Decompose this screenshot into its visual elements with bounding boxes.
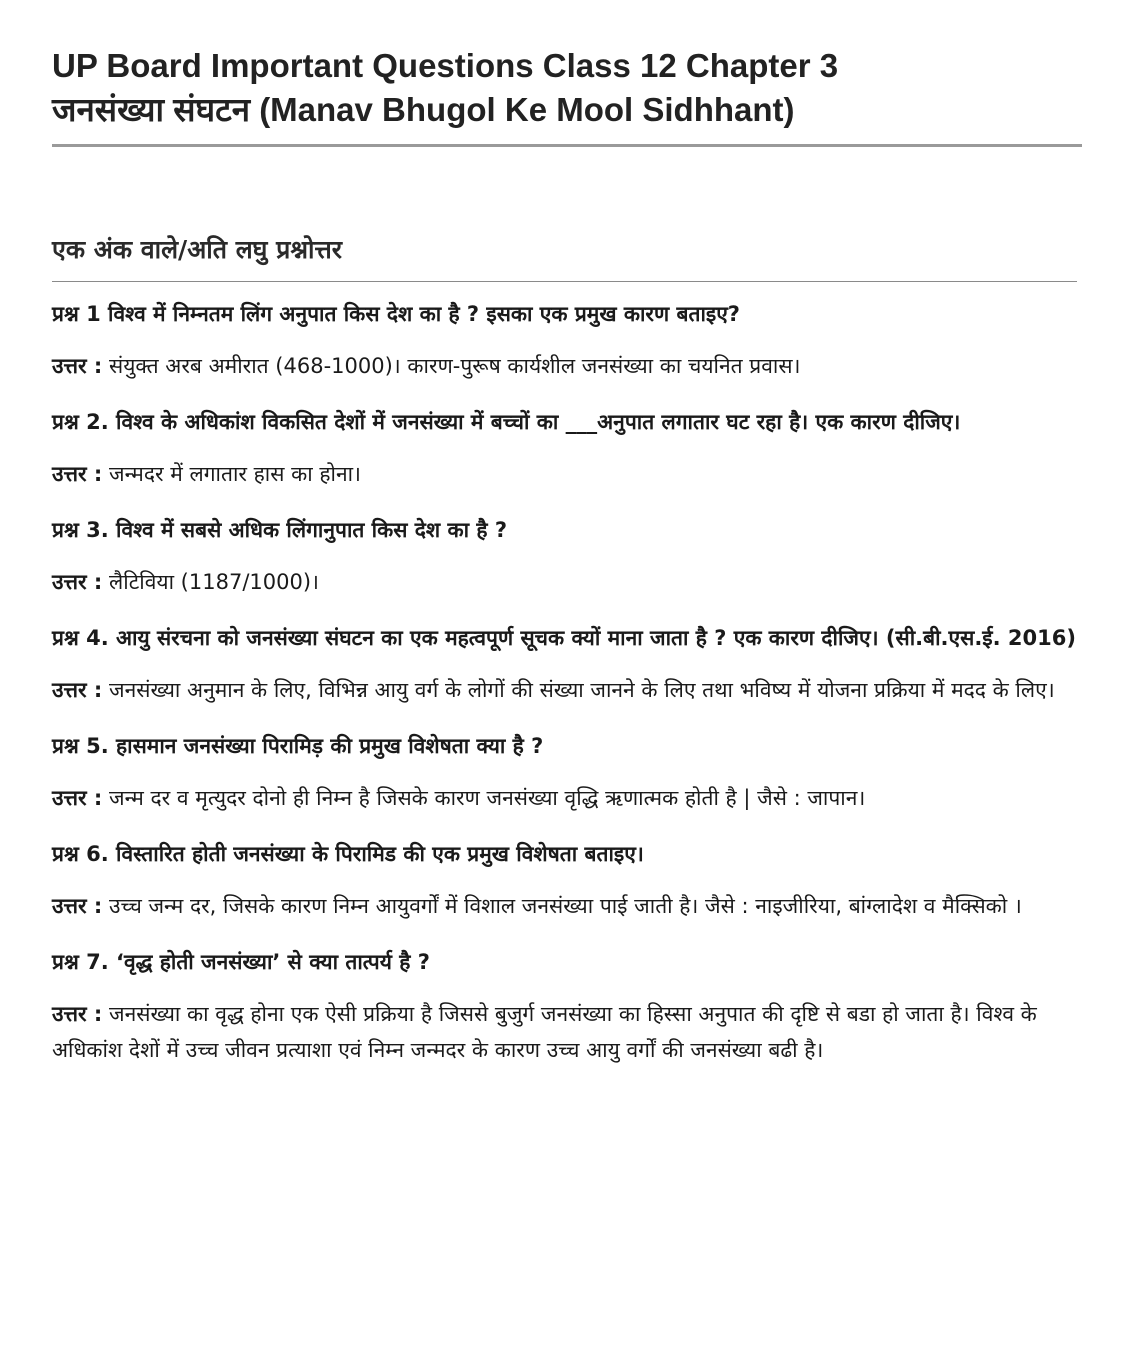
section-heading: एक अंक वाले/अति लघु प्रश्नोत्तर (52, 235, 343, 264)
answer-text (52, 672, 1082, 708)
title-divider (52, 144, 1082, 147)
answer-text (52, 348, 1082, 384)
question-text: प्रश्न 2. विश्व के अधिकांश विकसित देशों में जनसंख्या में बच्चों का ___अनुपात लगातार घट रहा है। एक कारण दीजिए। (52, 410, 961, 434)
answer-text (52, 780, 1082, 816)
question-text: प्रश्न 5. हासमान जनसंख्या पिरामिड़ की प्रमुख विशेषता क्या है ? (52, 734, 544, 758)
answer-label: उत्तर : (52, 570, 103, 594)
answer-body: जन्म दर व मृत्युदर दोनो ही निम्न है जिसके कारण जनसंख्या वृद्धि ऋणात्मक होती है | जैसे : जापान। (109, 786, 866, 810)
question-text: प्रश्न 4. आयु संरचना को जनसंख्या संघटन का एक महत्वपूर्ण सूचक क्यों माना जाता है ? एक कारण दीजिए। (सी.बी.एस.ई. 2016) (52, 626, 1076, 650)
answer-body: जन्मदर में लगातार हास का होना। (109, 462, 362, 486)
question-text: प्रश्न 3. विश्व में सबसे अधिक लिंगानुपात किस देश का है ? (52, 518, 508, 542)
qa-item (52, 404, 1082, 492)
title-line-2: जनसंख्या संघटन (Manav Bhugol Ke Mool Sidhhant) (52, 91, 795, 128)
qa-item (52, 296, 1082, 384)
answer-label: उत्तर : (52, 354, 103, 378)
answer-text (52, 564, 1082, 600)
answer-label: उत्तर : (52, 894, 103, 918)
answer-label: उत्तर : (52, 786, 103, 810)
page-title (52, 44, 1082, 132)
answer-text (52, 456, 1082, 492)
answer-text (52, 888, 1082, 924)
answer-body: लैटिविया (1187/1000)। (109, 570, 319, 594)
qa-item (52, 944, 1082, 1068)
answer-label: उत्तर : (52, 678, 103, 702)
qa-item (52, 620, 1082, 708)
title-line-1: UP Board Important Questions Class 12 Chapter 3 (52, 47, 839, 84)
document-page (52, 44, 1082, 1088)
answer-text (52, 996, 1082, 1068)
qa-item (52, 512, 1082, 600)
qa-item (52, 836, 1082, 924)
answer-body: जनसंख्या अनुमान के लिए, विभिन्न आयु वर्ग के लोगों की संख्या जानने के लिए तथा भविष्य में योजना प्रक्रिया में मदद के लिए। (109, 678, 1055, 702)
qa-item (52, 728, 1082, 816)
section-divider (52, 281, 1077, 282)
question-text: प्रश्न 7. ‘वृद्ध होती जनसंख्या’ से क्या तात्पर्य है ? (52, 950, 430, 974)
question-text: प्रश्न 6. विस्तारित होती जनसंख्या के पिरामिड की एक प्रमुख विशेषता बताइए। (52, 842, 644, 866)
answer-label: उत्तर : (52, 1002, 103, 1026)
answer-label: उत्तर : (52, 462, 103, 486)
answer-body: जनसंख्या का वृद्ध होना एक ऐसी प्रक्रिया है जिससे बुजुर्ग जनसंख्या का हिस्सा अनुपात की दृष्टि से बडा हो जाता है। विश्व के अधिकांश देशों में उच्च जीवन प्रत्याशा एवं निम्न जन्मदर के कारण उच्च आयु वर्गों की जनसंख्या बढी है। (52, 1002, 1037, 1062)
question-text: प्रश्न 1 विश्व में निम्नतम लिंग अनुपात किस देश का है ? इसका एक प्रमुख कारण बताइए? (52, 302, 740, 326)
answer-body: उच्च जन्म दर, जिसके कारण निम्न आयुवर्गों में विशाल जनसंख्या पाई जाती है। जैसे : नाइजीरिया, बांग्लादेश व मैक्सिको । (109, 894, 1022, 918)
answer-body: संयुक्त अरब अमीरात (468-1000)। कारण-पुरूष कार्यशील जनसंख्या का चयनित प्रवास। (109, 354, 801, 378)
qa-list (52, 296, 1082, 1068)
